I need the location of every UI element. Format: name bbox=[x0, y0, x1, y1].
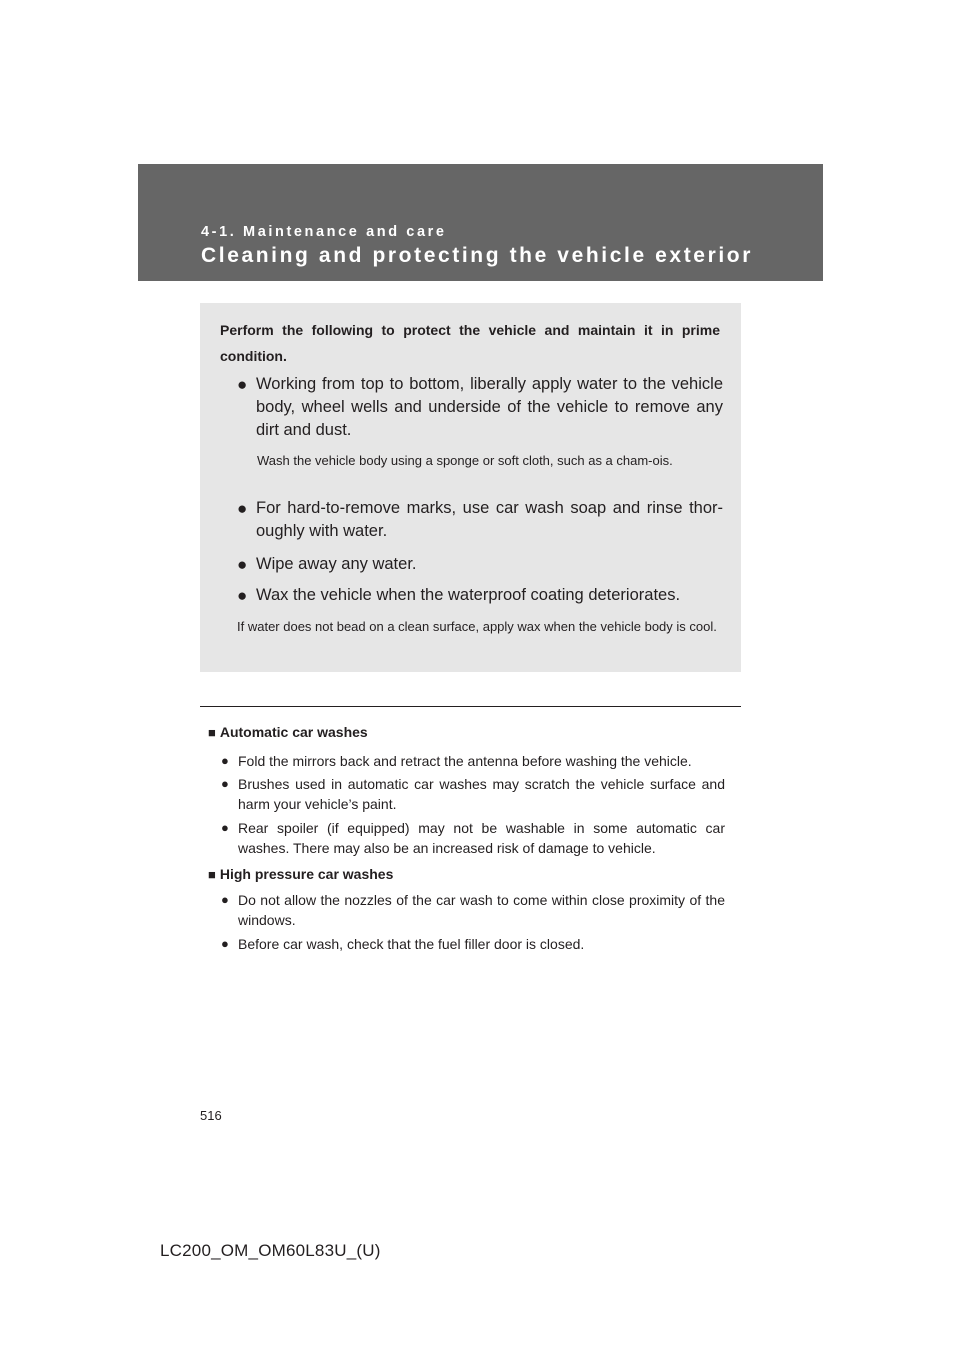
divider bbox=[200, 706, 741, 707]
document-id: LC200_OM_OM60L83U_(U) bbox=[160, 1241, 381, 1260]
square-bullet-icon: ■ bbox=[208, 725, 216, 740]
bullet-icon: ● bbox=[237, 375, 248, 394]
instruction-item bbox=[237, 497, 723, 543]
list-item bbox=[221, 934, 725, 954]
list-item bbox=[221, 774, 725, 814]
instruction-text: Working from top to bottom, liberally apply water to the vehicle body, wheel wells and underside of the vehicle to remove any dirt and dust. bbox=[256, 375, 723, 439]
section-label: 4-1. Maintenance and care bbox=[201, 224, 447, 240]
instruction-text: Wax the vehicle when the waterproof coating deteriorates. bbox=[256, 586, 681, 604]
bullet-icon: ● bbox=[237, 499, 248, 518]
bullet-icon: ● bbox=[237, 555, 248, 574]
list-item-text: Brushes used in automatic car washes may scratch the vehicle surface and harm your vehicle’s paint. bbox=[238, 776, 725, 812]
list-item bbox=[221, 818, 725, 858]
subsection-heading bbox=[208, 722, 368, 743]
bullet-icon: ● bbox=[221, 753, 229, 768]
instruction-item bbox=[237, 373, 723, 442]
bullet-icon: ● bbox=[221, 892, 229, 907]
list-item bbox=[221, 751, 725, 771]
bullet-icon: ● bbox=[221, 936, 229, 951]
section-header-banner bbox=[138, 164, 823, 281]
instruction-note: Wash the vehicle body using a sponge or soft cloth, such as a cham-ois. bbox=[257, 453, 673, 468]
instruction-text: Wipe away any water. bbox=[256, 555, 417, 573]
instruction-text: For hard-to-remove marks, use car wash soap and rinse thor-oughly with water. bbox=[256, 499, 723, 540]
subsection-heading bbox=[208, 864, 393, 885]
square-bullet-icon: ■ bbox=[208, 867, 216, 882]
list-item-text: Before car wash, check that the fuel filler door is closed. bbox=[238, 936, 585, 952]
instruction-item bbox=[237, 584, 723, 607]
bullet-icon: ● bbox=[221, 820, 229, 835]
subsection-heading-text: High pressure car washes bbox=[219, 866, 394, 882]
instructions-box bbox=[200, 303, 741, 672]
page-title: Cleaning and protecting the vehicle exterior bbox=[201, 244, 753, 267]
instruction-note: If water does not bead on a clean surface, apply wax when the vehicle body is cool. bbox=[237, 619, 717, 634]
page-number: 516 bbox=[200, 1108, 222, 1123]
list-item bbox=[221, 890, 725, 930]
list-item-text: Do not allow the nozzles of the car wash to come within close proximity of the windows. bbox=[238, 892, 725, 928]
subsection-heading-text: Automatic car washes bbox=[219, 724, 368, 740]
list-item-text: Fold the mirrors back and retract the antenna before washing the vehicle. bbox=[238, 753, 692, 769]
bullet-icon: ● bbox=[237, 586, 248, 605]
instruction-item bbox=[237, 553, 723, 576]
intro-text: Perform the following to protect the vehicle and maintain it in prime condition. bbox=[220, 322, 720, 364]
bullet-icon: ● bbox=[221, 776, 229, 791]
list-item-text: Rear spoiler (if equipped) may not be washable in some automatic car washes. There may also be an increased risk of damage to vehicle. bbox=[238, 820, 725, 856]
